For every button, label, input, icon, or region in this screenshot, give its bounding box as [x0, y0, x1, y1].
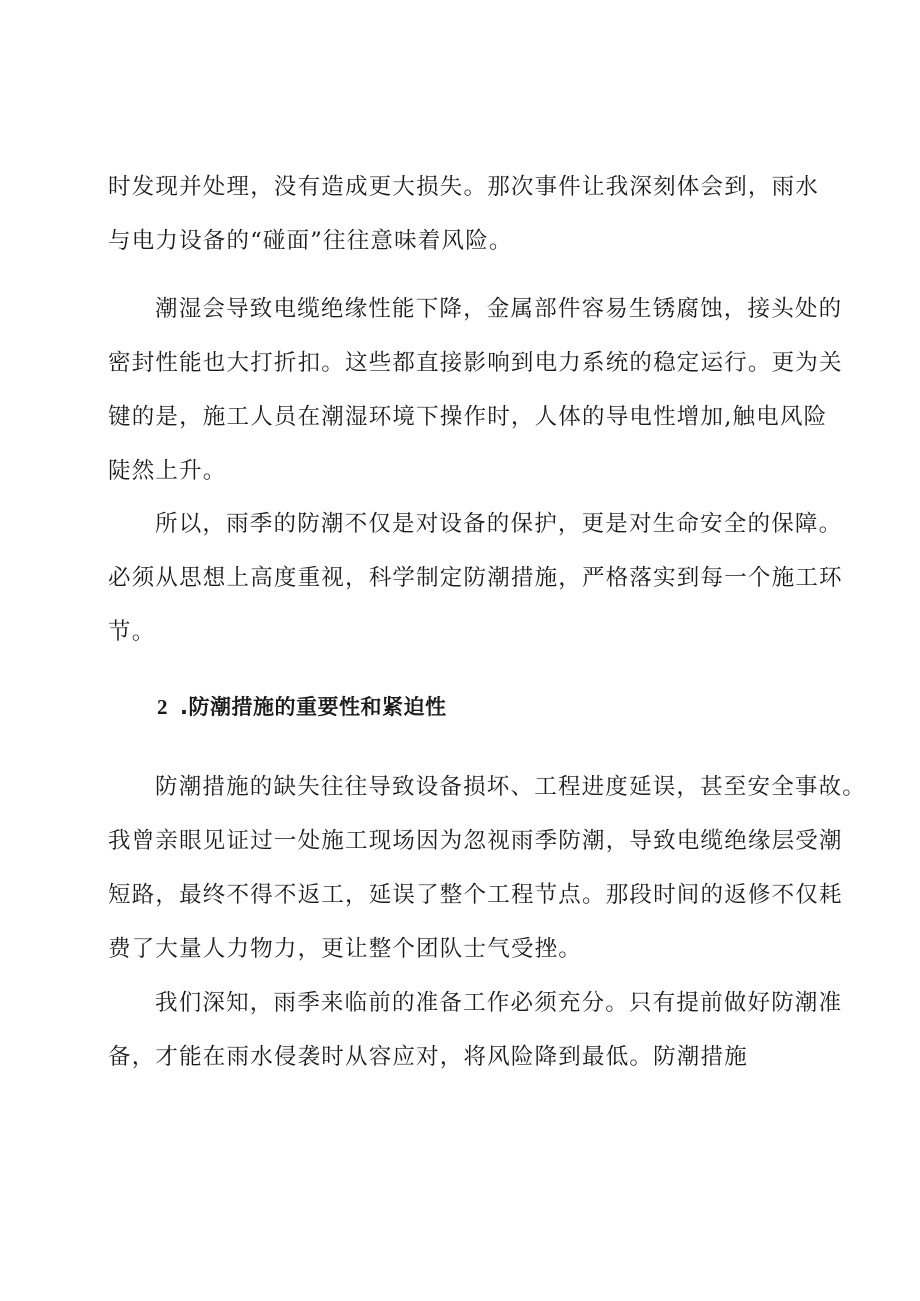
paragraph-4 [108, 760, 867, 976]
paragraph-line: 我曾亲眼见证过一处施工现场因为忽视雨季防潮，导致电缆绝缘层受潮 [108, 828, 843, 854]
paragraph-2 [108, 282, 843, 498]
section-title: .防潮措施的重要性和紧迫性 [180, 695, 447, 719]
paragraph-1 [108, 160, 828, 268]
paragraph-line: 我们深知，雨季来临前的准备工作必须充分。只有提前做好防潮准 [155, 990, 843, 1016]
section-number: 2 [157, 695, 168, 719]
paragraph-line: 与电力设备的“碰面”往往意味着风险。 [108, 228, 513, 254]
paragraph-line: 陡然上升。 [108, 458, 227, 484]
paragraph-line: 密封性能也大打折扣。这些都直接影响到电力系统的稳定运行。更为关 [108, 350, 843, 376]
paragraph-3 [108, 497, 843, 659]
paragraph-line: 必须从思想上高度重视，科学制定防潮措施，严格落实到每一个施工环 [108, 565, 843, 591]
paragraph-line: 所以，雨季的防潮不仅是对设备的保护，更是对生命安全的保障。 [155, 511, 843, 537]
paragraph-line: 防潮措施的缺失往往导致设备损坏、工程进度延误，甚至安全事故。 [155, 774, 867, 800]
paragraph-5 [108, 976, 843, 1084]
paragraph-line: 潮湿会导致电缆绝缘性能下降，金属部件容易生锈腐蚀，接头处的 [155, 296, 843, 322]
paragraph-line: 节。 [108, 619, 156, 645]
section-heading [157, 682, 446, 732]
paragraph-line: 短路，最终不得不返工，延误了整个工程节点。那段时间的返修不仅耗 [108, 882, 843, 908]
paragraph-line: 费了大量人力物力，更让整个团队士气受挫。 [108, 936, 583, 962]
paragraph-line: 键的是，施工人员在潮湿环境下操作时，人体的导电性增加,触电风险 [108, 404, 828, 430]
paragraph-line: 备，才能在雨水侵袭时从容应对，将风险降到最低。防潮措施 [108, 1044, 748, 1070]
paragraph-line: 时发现并处理，没有造成更大损失。那次事件让我深刻体会到，雨水 [108, 174, 820, 200]
